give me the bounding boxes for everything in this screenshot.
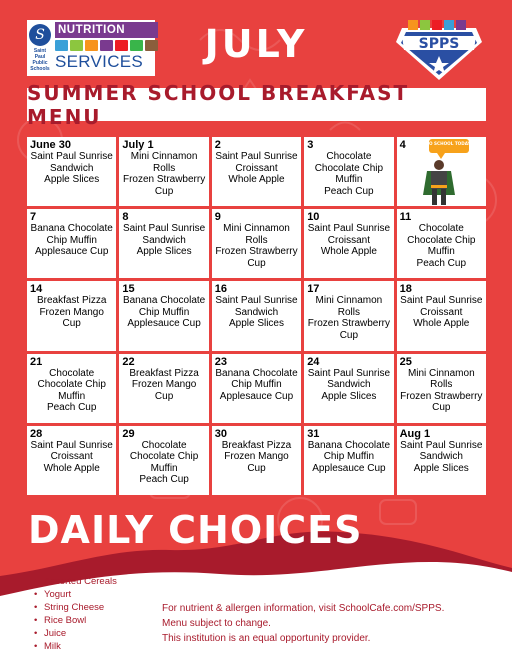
info-line: This institution is an equal opportunity provider. xyxy=(162,633,371,644)
menu-item: Muffin xyxy=(150,462,178,474)
day-menu-items xyxy=(307,223,390,258)
daily-choice-item: • Juice xyxy=(34,627,117,640)
day-date: 23 xyxy=(214,355,228,368)
menu-item: Cup xyxy=(247,462,266,474)
menu-item: Peach Cup xyxy=(324,185,374,197)
menu-item: Applesauce Cup xyxy=(35,246,109,258)
day-date: 2 xyxy=(214,139,221,151)
day-menu-items xyxy=(215,223,298,269)
day-date: 30 xyxy=(214,427,228,440)
daily-choice-item: • Rice Bowl xyxy=(34,614,117,627)
day-date: 24 xyxy=(307,355,320,368)
day-menu-items xyxy=(122,151,205,197)
menu-item: Applesauce Cup xyxy=(219,390,294,402)
calendar-day-cell xyxy=(119,209,208,278)
menu-item: Rolls xyxy=(152,162,176,174)
menu-item: Rolls xyxy=(337,306,360,318)
calendar-day-cell xyxy=(27,209,116,278)
calendar-day-cell xyxy=(304,354,393,423)
menu-item: Mini Cinnamon xyxy=(315,295,383,307)
day-date: 25 xyxy=(399,355,412,368)
menu-item: Frozen Strawberry xyxy=(307,318,391,330)
menu-item: Cup xyxy=(247,257,266,269)
daily-choice-item: • String Cheese xyxy=(34,601,117,614)
day-menu-items xyxy=(215,151,298,186)
calendar-day-cell xyxy=(397,137,486,206)
day-date: 14 xyxy=(30,283,43,296)
menu-title: SUMMER SCHOOL BREAKFAST MENU xyxy=(27,80,410,129)
menu-item: Saint Paul Sunrise xyxy=(307,367,391,379)
menu-item: Croissant xyxy=(235,162,278,174)
day-menu-items xyxy=(307,151,390,197)
daily-choices-list xyxy=(34,575,117,653)
menu-item: Chocolate xyxy=(326,151,372,162)
menu-item: Breakfast Pizza xyxy=(129,367,199,379)
calendar-day-cell xyxy=(304,281,393,350)
day-menu-items xyxy=(122,223,205,258)
menu-item: Muffin xyxy=(335,174,363,185)
menu-item: Apple Slices xyxy=(44,174,100,185)
menu-item: Chocolate Chip xyxy=(407,234,476,246)
calendar-day-cell xyxy=(212,354,301,423)
menu-item: Chip Muffin xyxy=(46,234,97,246)
menu-item: Chocolate Chip xyxy=(129,451,199,463)
menu-item: Rolls xyxy=(430,379,453,391)
menu-item: Cup xyxy=(339,329,359,341)
info-line: For nutrient & allergen information, visit SchoolCafe.com/SPPS. xyxy=(162,603,445,614)
menu-item: Apple Slices xyxy=(321,390,377,402)
menu-item: Chip Muffin xyxy=(323,451,375,463)
menu-item: Cup xyxy=(154,390,174,402)
menu-item: Frozen Mango xyxy=(39,306,104,318)
menu-item: Muffin xyxy=(58,390,86,402)
menu-item: Chip Muffin xyxy=(138,306,190,318)
calendar-day-cell xyxy=(397,209,486,278)
menu-item: Chocolate Chip xyxy=(314,162,384,174)
menu-item: Applesauce Cup xyxy=(127,318,201,330)
no-school-superhero-icon xyxy=(415,139,475,206)
menu-item: Frozen Mango xyxy=(131,379,197,391)
day-date: 15 xyxy=(122,283,135,296)
menu-item: Frozen Mango xyxy=(224,451,289,463)
menu-item: Apple Slices xyxy=(228,318,284,330)
day-date: 8 xyxy=(122,211,129,224)
day-date: 4 xyxy=(399,139,406,151)
menu-item: Banana Chocolate xyxy=(30,223,113,235)
day-menu-items xyxy=(122,295,205,330)
daily-choice-item: • Milk xyxy=(34,640,117,653)
menu-item: Mini Cinnamon xyxy=(130,151,198,162)
menu-item: Chocolate xyxy=(141,439,187,451)
day-menu-items xyxy=(215,295,298,330)
day-date: 7 xyxy=(30,211,37,224)
menu-item: Frozen Strawberry xyxy=(215,246,298,258)
menu-item: Mini Cinnamon xyxy=(223,223,290,235)
day-date: 11 xyxy=(399,211,412,224)
menu-item: Saint Paul Sunrise xyxy=(307,223,391,235)
menu-item: Saint Paul Sunrise xyxy=(215,295,298,307)
day-menu-items xyxy=(30,223,113,258)
menu-item: Sandwich xyxy=(142,234,186,246)
logo-services-text: SERVICES xyxy=(55,52,144,71)
menu-item: Frozen Strawberry xyxy=(122,174,206,185)
menu-item: Cup xyxy=(432,402,451,414)
day-menu-items xyxy=(307,440,390,475)
calendar-day-cell xyxy=(27,426,116,495)
menu-item: Whole Apple xyxy=(43,462,100,474)
day-menu-items xyxy=(122,440,205,486)
day-date: Aug 1 xyxy=(399,427,431,440)
calendar-day-cell xyxy=(304,209,393,278)
menu-item: Peach Cup xyxy=(46,402,97,414)
day-menu-items xyxy=(400,368,483,414)
day-menu-items xyxy=(30,151,113,186)
day-date: 29 xyxy=(122,427,135,440)
menu-item: Muffin xyxy=(427,246,455,258)
menu-item: Peach Cup xyxy=(416,257,467,269)
day-menu-items xyxy=(215,368,298,403)
day-date: 9 xyxy=(214,211,221,224)
logo-nutrition-text: NUTRITION xyxy=(55,22,158,38)
menu-item: Banana Chocolate xyxy=(122,295,206,307)
calendar-day-cell xyxy=(304,137,393,206)
day-date: 31 xyxy=(307,427,320,440)
calendar-day-cell xyxy=(397,281,486,350)
calendar-day-cell xyxy=(397,354,486,423)
daily-choices-title: DAILY CHOICES xyxy=(28,508,363,552)
menu-item: Breakfast Pizza xyxy=(221,439,292,451)
menu-item: Cup xyxy=(154,185,174,197)
info-line: Menu subject to change. xyxy=(162,618,271,629)
calendar-day-cell xyxy=(27,281,116,350)
menu-item: Sandwich xyxy=(327,379,371,391)
day-menu-items xyxy=(307,295,390,341)
calendar-day-cell xyxy=(119,137,208,206)
day-date: 21 xyxy=(30,355,43,368)
day-menu-items xyxy=(30,368,113,414)
menu-item: Mini Cinnamon xyxy=(407,367,475,379)
menu-item: Breakfast Pizza xyxy=(36,295,107,307)
menu-item: Saint Paul Sunrise xyxy=(215,151,298,162)
calendar-day-cell xyxy=(27,137,116,206)
day-menu-items xyxy=(400,440,483,475)
daily-choice-item: • Yogurt xyxy=(34,588,117,601)
calendar-day-cell xyxy=(119,354,208,423)
calendar-day-cell xyxy=(119,426,208,495)
day-date: June 30 xyxy=(30,139,71,151)
day-date: 18 xyxy=(399,283,412,296)
calendar-day-cell xyxy=(304,426,393,495)
day-menu-items xyxy=(30,440,113,475)
month-title: JULY xyxy=(204,22,308,66)
day-menu-items xyxy=(30,295,113,330)
calendar-day-cell xyxy=(27,354,116,423)
menu-item: Whole Apple xyxy=(320,246,377,258)
menu-item: Apple Slices xyxy=(413,462,469,474)
menu-item: Saint Paul Sunrise xyxy=(30,439,113,451)
menu-item: Chocolate xyxy=(418,223,464,235)
day-date: 28 xyxy=(30,427,43,440)
menu-item: Sandwich xyxy=(50,162,94,174)
spps-shield-icon xyxy=(394,16,484,82)
menu-item: Frozen Strawberry xyxy=(400,390,483,402)
no-school-text: NO SCHOOL TODAY! xyxy=(425,141,473,146)
info-text xyxy=(162,601,444,646)
day-menu-items xyxy=(122,368,205,403)
calendar-day-cell xyxy=(212,137,301,206)
spps-circle-icon: S xyxy=(29,24,51,46)
day-date: 3 xyxy=(307,139,314,151)
menu-item: Saint Paul Sunrise xyxy=(30,151,113,162)
menu-item: Peach Cup xyxy=(139,474,189,486)
menu-item: Croissant xyxy=(420,306,463,318)
menu-item: Applesauce Cup xyxy=(312,462,386,474)
menu-item: Whole Apple xyxy=(228,174,285,185)
menu-item: Whole Apple xyxy=(413,318,470,330)
day-date: July 1 xyxy=(122,139,154,151)
menu-item: Chip Muffin xyxy=(231,379,282,391)
calendar-day-cell xyxy=(212,281,301,350)
day-date: 22 xyxy=(122,355,135,368)
menu-item: Saint Paul Sunrise xyxy=(400,439,483,451)
menu-item: Sandwich xyxy=(234,306,279,318)
menu-calendar xyxy=(27,137,486,495)
day-date: 10 xyxy=(307,211,320,224)
menu-item: Apple Slices xyxy=(136,246,192,258)
logo-org-name: Saint Paul Public Schools xyxy=(30,48,50,72)
day-menu-items xyxy=(400,295,483,330)
menu-item: Banana Chocolate xyxy=(307,439,391,451)
menu-title-banner xyxy=(27,80,486,129)
calendar-day-cell xyxy=(397,426,486,495)
calendar-day-cell xyxy=(212,426,301,495)
menu-item: Chocolate Chip xyxy=(37,379,106,391)
day-menu-items xyxy=(400,223,483,269)
day-date: 16 xyxy=(214,283,228,296)
daily-choice-item: • Assorted Cereals xyxy=(34,575,117,588)
day-menu-items xyxy=(307,368,390,403)
badge-text: SPPS xyxy=(418,36,460,52)
menu-item: Croissant xyxy=(50,451,93,463)
menu-item: Rolls xyxy=(245,234,268,246)
calendar-day-cell xyxy=(119,281,208,350)
calendar-day-cell xyxy=(212,209,301,278)
menu-item: Croissant xyxy=(327,234,371,246)
menu-item: Banana Chocolate xyxy=(215,367,298,379)
day-menu-items xyxy=(215,440,298,475)
menu-item: Chocolate xyxy=(49,367,95,379)
menu-item: Cup xyxy=(62,318,81,330)
day-date: 17 xyxy=(307,283,320,296)
menu-item: Saint Paul Sunrise xyxy=(122,223,206,235)
menu-item: Saint Paul Sunrise xyxy=(400,295,483,307)
menu-item: Sandwich xyxy=(419,451,463,463)
